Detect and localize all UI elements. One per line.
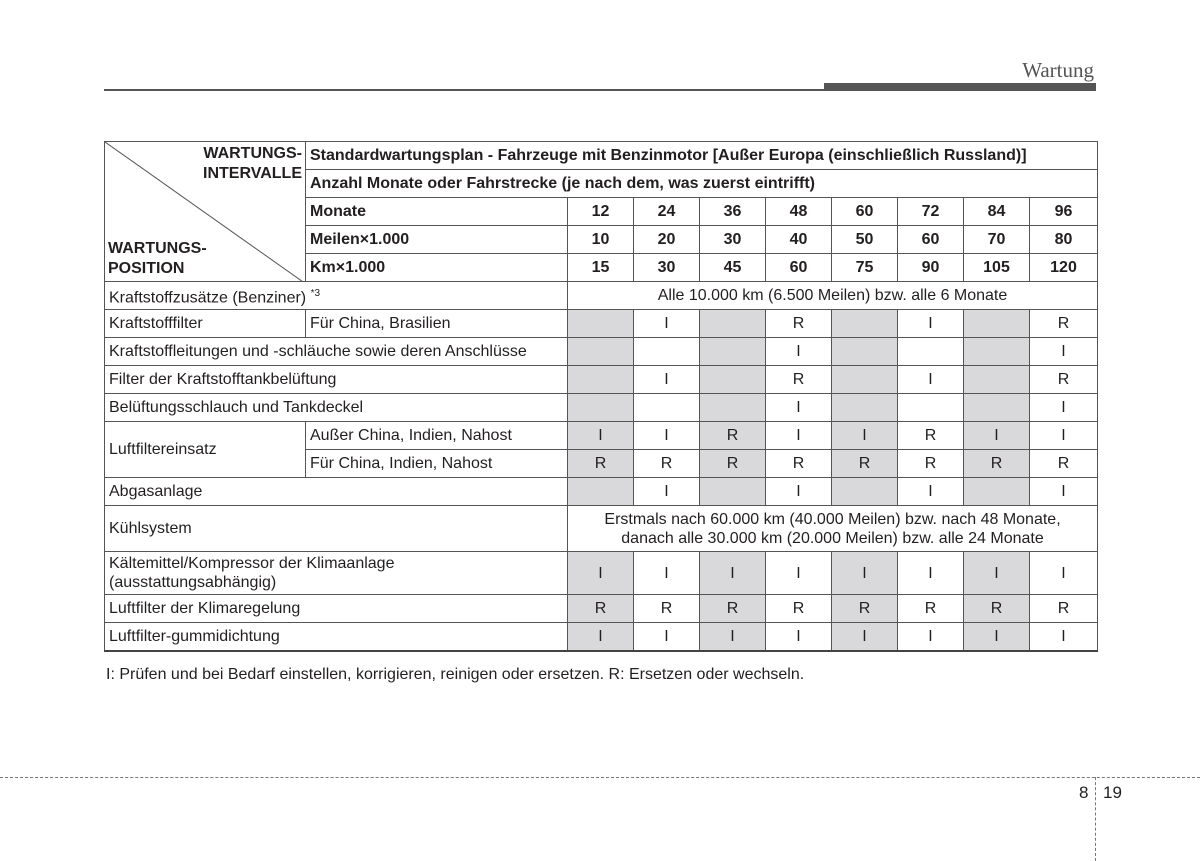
table-cell: 72 bbox=[898, 198, 964, 226]
maintenance-schedule-table bbox=[104, 141, 1098, 652]
table-cell: I bbox=[700, 623, 766, 652]
table-cell: R bbox=[1030, 450, 1098, 478]
interval-row-miles: Meilen×1.000 10 20 30 40 50 60 70 80 bbox=[105, 226, 1098, 254]
table-cell: 40 bbox=[766, 226, 832, 254]
table-cell: 48 bbox=[766, 198, 832, 226]
table-cell: R bbox=[766, 595, 832, 623]
table-cell: 84 bbox=[964, 198, 1030, 226]
table-cell bbox=[898, 338, 964, 366]
table-cell: Erstmals nach 60.000 km (40.000 Meilen) bzw. nach 48 Monate, danach alle 30.000 km (20.000 Meilen) bzw. alle 24 Monate bbox=[568, 506, 1098, 552]
table-cell: I bbox=[1030, 394, 1098, 422]
table-row bbox=[105, 478, 1098, 506]
row-label: Kühlsystem bbox=[105, 506, 568, 552]
table-cell bbox=[832, 394, 898, 422]
table-cell bbox=[898, 394, 964, 422]
table-cell: I bbox=[766, 478, 832, 506]
table-cell: 60 bbox=[898, 226, 964, 254]
table-cell: I bbox=[964, 623, 1030, 652]
table-cell: 36 bbox=[700, 198, 766, 226]
row-label: Abgasanlage bbox=[105, 478, 568, 506]
table-cell: R bbox=[700, 595, 766, 623]
table-cell: 120 bbox=[1030, 254, 1098, 282]
table-cell bbox=[964, 310, 1030, 338]
table-cell: I bbox=[568, 422, 634, 450]
table-cell bbox=[964, 394, 1030, 422]
table-cell bbox=[964, 338, 1030, 366]
table-row bbox=[105, 506, 1098, 552]
table-cell: 75 bbox=[832, 254, 898, 282]
table-cell: R bbox=[1030, 366, 1098, 394]
table-cell: I bbox=[634, 366, 700, 394]
table-cell: R bbox=[964, 450, 1030, 478]
table-cell: R bbox=[832, 595, 898, 623]
table-cell: R bbox=[898, 450, 964, 478]
table-cell: I bbox=[766, 394, 832, 422]
table-cell: R bbox=[766, 310, 832, 338]
row-label: Kraftstoffleitungen und -schläuche sowie deren Anschlüsse bbox=[105, 338, 568, 366]
table-cell: R bbox=[832, 450, 898, 478]
table-cell: I bbox=[766, 422, 832, 450]
table-cell: R bbox=[634, 595, 700, 623]
table-cell: I bbox=[832, 422, 898, 450]
table-cell: 96 bbox=[1030, 198, 1098, 226]
table-cell: I bbox=[964, 422, 1030, 450]
footer-dashed-rule bbox=[0, 777, 1200, 778]
table-cell bbox=[568, 478, 634, 506]
table-row bbox=[105, 366, 1098, 394]
table-cell: I bbox=[964, 552, 1030, 595]
table-cell: I bbox=[634, 623, 700, 652]
table-cell: R bbox=[1030, 595, 1098, 623]
row-label: Kraftstoffzusätze (Benziner) $^{*3}$ bbox=[105, 282, 568, 310]
table-cell: I bbox=[766, 552, 832, 595]
table-cell: I bbox=[1030, 338, 1098, 366]
table-cell: I bbox=[898, 478, 964, 506]
table-cell bbox=[832, 478, 898, 506]
table-cell: I bbox=[634, 552, 700, 595]
row-label: Filter der Kraftstofftankbelüftung bbox=[105, 366, 568, 394]
table-cell bbox=[832, 366, 898, 394]
table-cell bbox=[634, 338, 700, 366]
table-cell: 30 bbox=[700, 226, 766, 254]
table-cell bbox=[700, 310, 766, 338]
row-label: Kältemittel/Kompressor der Klimaanlage (ausstattungsabhängig) bbox=[105, 552, 568, 595]
table-cell: 15 bbox=[568, 254, 634, 282]
table-cell: R bbox=[568, 595, 634, 623]
table-cell bbox=[568, 394, 634, 422]
table-row bbox=[105, 422, 1098, 450]
table-cell: 45 bbox=[700, 254, 766, 282]
table-cell: 30 bbox=[634, 254, 700, 282]
table-cell: 10 bbox=[568, 226, 634, 254]
table-cell: R bbox=[700, 422, 766, 450]
table-cell: R bbox=[766, 450, 832, 478]
table-cell: I bbox=[568, 623, 634, 652]
table-cell: 80 bbox=[1030, 226, 1098, 254]
legend-note: I: Prüfen und bei Bedarf einstellen, korrigieren, reinigen oder ersetzen. R: Ersetzen oder wechseln. bbox=[106, 666, 805, 683]
table-cell: 70 bbox=[964, 226, 1030, 254]
table-row bbox=[105, 282, 1098, 310]
table-row bbox=[105, 595, 1098, 623]
table-cell: I bbox=[898, 310, 964, 338]
table-row bbox=[105, 338, 1098, 366]
interval-note: Anzahl Monate oder Fahrstrecke (je nach dem, was zuerst eintrifft) bbox=[306, 170, 1098, 198]
table-cell bbox=[568, 338, 634, 366]
table-cell bbox=[700, 394, 766, 422]
table-cell: R bbox=[766, 366, 832, 394]
table-cell: I bbox=[898, 552, 964, 595]
table-cell bbox=[700, 338, 766, 366]
header-tab-bar bbox=[824, 83, 1096, 91]
table-cell bbox=[832, 310, 898, 338]
row-label: Kraftstofffilter bbox=[105, 310, 306, 338]
table-cell: 20 bbox=[634, 226, 700, 254]
footer-dashed-divider bbox=[1095, 777, 1096, 861]
row-label: Belüftungsschlauch und Tankdeckel bbox=[105, 394, 568, 422]
table-cell bbox=[568, 366, 634, 394]
table-cell: I bbox=[832, 623, 898, 652]
table-cell: I bbox=[634, 422, 700, 450]
table-cell bbox=[700, 478, 766, 506]
page-number: 19 bbox=[1103, 783, 1122, 802]
table-cell: I bbox=[634, 310, 700, 338]
corner-position-label: WARTUNGS- POSITION bbox=[108, 240, 207, 277]
table-cell: 24 bbox=[634, 198, 700, 226]
table-cell: 50 bbox=[832, 226, 898, 254]
row-sublabel: Außer China, Indien, Nahost bbox=[306, 422, 568, 450]
section-title: Wartung bbox=[1022, 58, 1094, 82]
table-row bbox=[105, 623, 1098, 652]
interval-row-months: Monate 12 24 36 48 60 72 84 96 bbox=[105, 198, 1098, 226]
table-cell: I bbox=[634, 478, 700, 506]
table-cell: R bbox=[634, 450, 700, 478]
table-cell: R bbox=[898, 595, 964, 623]
table-cell: R bbox=[898, 422, 964, 450]
table-cell bbox=[634, 394, 700, 422]
table-cell: I bbox=[898, 366, 964, 394]
table-cell: R bbox=[568, 450, 634, 478]
table-cell: I bbox=[1030, 422, 1098, 450]
table-cell bbox=[568, 310, 634, 338]
table-cell: I bbox=[766, 338, 832, 366]
table-cell: I bbox=[1030, 552, 1098, 595]
plan-title: Standardwartungsplan - Fahrzeuge mit Benzinmotor [Außer Europa (einschließlich Russland)] bbox=[306, 142, 1098, 170]
table-row bbox=[105, 394, 1098, 422]
table-cell: I bbox=[1030, 478, 1098, 506]
table-cell: 105 bbox=[964, 254, 1030, 282]
table-cell: 60 bbox=[832, 198, 898, 226]
chapter-number: 8 bbox=[1079, 783, 1089, 802]
row-label: Luftfilter der Klimaregelung bbox=[105, 595, 568, 623]
table-cell: I bbox=[568, 552, 634, 595]
table-cell bbox=[832, 338, 898, 366]
table-cell: 90 bbox=[898, 254, 964, 282]
table-cell bbox=[700, 366, 766, 394]
corner-header-cell bbox=[105, 142, 306, 282]
table-cell: R bbox=[700, 450, 766, 478]
table-cell bbox=[964, 366, 1030, 394]
table-cell: I bbox=[1030, 623, 1098, 652]
row-label: Luftfiltereinsatz bbox=[105, 422, 306, 478]
row-sublabel: Für China, Indien, Nahost bbox=[306, 450, 568, 478]
table-cell: I bbox=[898, 623, 964, 652]
row-sublabel: Für China, Brasilien bbox=[306, 310, 568, 338]
table-cell bbox=[964, 478, 1030, 506]
table-cell: R bbox=[964, 595, 1030, 623]
table-cell: 12 bbox=[568, 198, 634, 226]
row-label: Luftfilter-gummidichtung bbox=[105, 623, 568, 652]
table-cell: 60 bbox=[766, 254, 832, 282]
table-cell: I bbox=[700, 552, 766, 595]
table-row bbox=[105, 552, 1098, 595]
table-row bbox=[105, 310, 1098, 338]
table-cell: R bbox=[1030, 310, 1098, 338]
corner-intervals-label: WARTUNGS- INTERVALLE bbox=[203, 145, 302, 182]
interval-row-km: Km×1.000 15 30 45 60 75 90 105 120 bbox=[105, 254, 1098, 282]
table-cell: I bbox=[832, 552, 898, 595]
table-cell: I bbox=[766, 623, 832, 652]
table-cell: Alle 10.000 km (6.500 Meilen) bzw. alle 6 Monate bbox=[568, 282, 1098, 310]
